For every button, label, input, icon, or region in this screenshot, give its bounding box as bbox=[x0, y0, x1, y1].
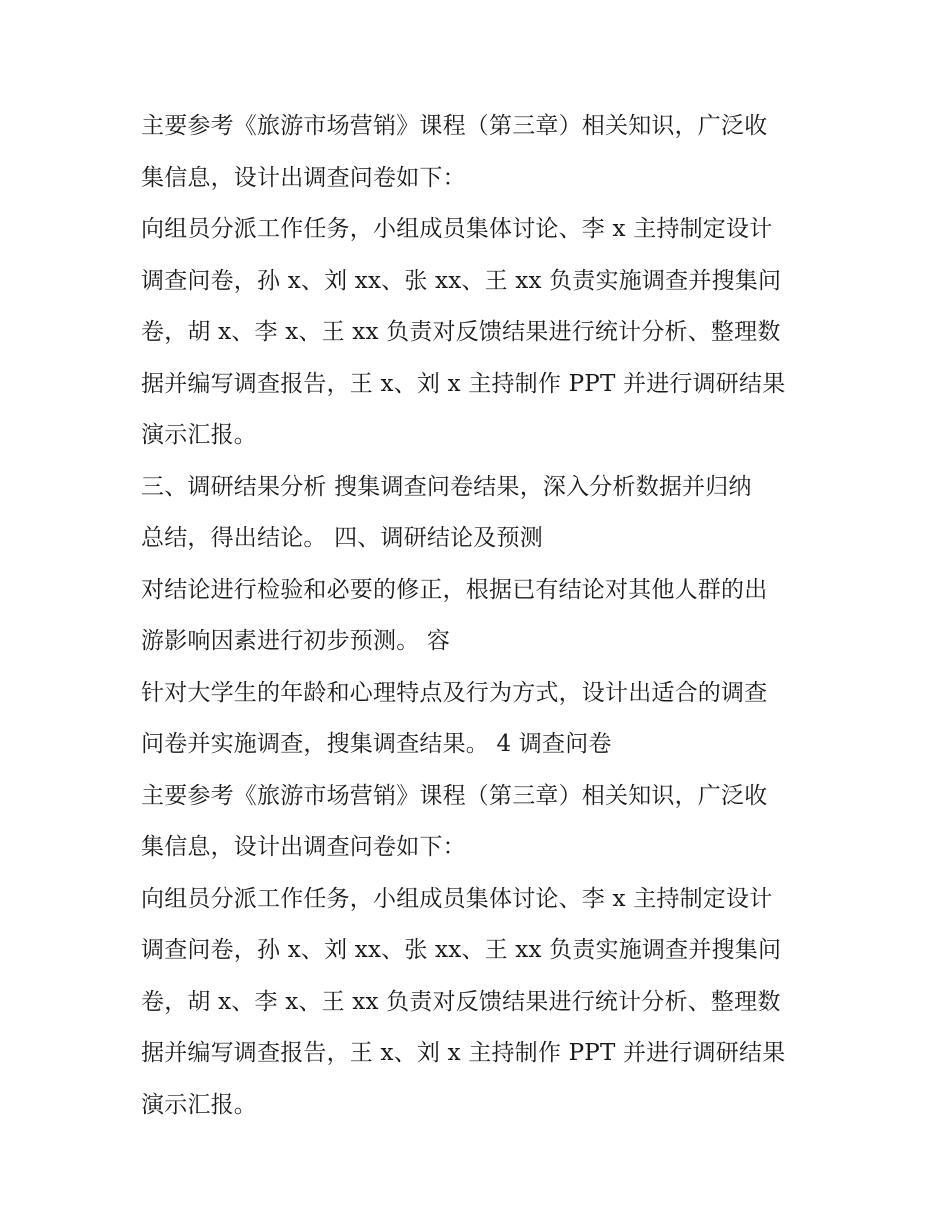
document-body bbox=[141, 101, 821, 1131]
section-heading-line: 三、调研结果分析 搜集调查问卷结果，深入分析数据并归纳 bbox=[141, 473, 752, 500]
text-line: 调查问卷，孙 x、刘 xx、张 xx、王 xx 负责实施调查并搜集问 bbox=[141, 937, 782, 963]
text-line: 问卷并实施调查，搜集调查结果。 4 调查问卷 bbox=[141, 731, 612, 757]
text-line: 演示汇报。 bbox=[141, 1091, 257, 1118]
text-line: 卷，胡 x、李 x、王 xx 负责对反馈结果进行统计分析、整理数 bbox=[141, 319, 781, 345]
text-line: 集信息，设计出调查问卷如下： bbox=[141, 834, 466, 860]
text-line: 向组员分派工作任务，小组成员集体讨论、李 x 主持制定设计 bbox=[141, 885, 773, 912]
text-line: 卷，胡 x、李 x、王 xx 负责对反馈结果进行统计分析、整理数 bbox=[141, 988, 781, 1015]
text-line: 主要参考《旅游市场营销》课程（第三章）相关知识，广泛收 bbox=[141, 782, 768, 809]
text-line: 对结论进行检验和必要的修正，根据已有结论对其他人群的出 bbox=[141, 576, 768, 603]
text-line: 演示汇报。 bbox=[141, 422, 257, 448]
text-line: 据并编写调查报告，王 x、刘 x 主持制作 PPT 并进行调研结果 bbox=[141, 370, 786, 397]
text-line: 针对大学生的年龄和心理特点及行为方式，设计出适合的调查 bbox=[141, 679, 768, 706]
text-line: 向组员分派工作任务，小组成员集体讨论、李 x 主持制定设计 bbox=[141, 216, 773, 242]
text-line: 据并编写调查报告，王 x、刘 x 主持制作 PPT 并进行调研结果 bbox=[141, 1040, 786, 1066]
text-line: 主要参考《旅游市场营销》课程（第三章）相关知识，广泛收 bbox=[141, 113, 768, 139]
text-line: 集信息，设计出调查问卷如下： bbox=[141, 164, 466, 191]
text-line: 游影响因素进行初步预测。 容 bbox=[141, 628, 451, 654]
text-line: 调查问卷，孙 x、刘 xx、张 xx、王 xx 负责实施调查并搜集问 bbox=[141, 267, 782, 294]
section-heading-line: 总结，得出结论。 四、调研结论及预测 bbox=[141, 525, 543, 551]
